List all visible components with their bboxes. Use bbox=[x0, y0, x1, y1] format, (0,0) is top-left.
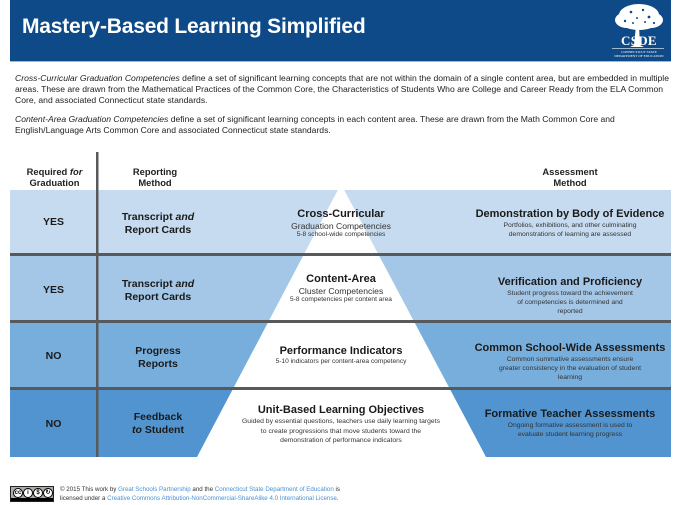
reporting-text: Progress bbox=[135, 345, 181, 357]
license-text bbox=[60, 486, 660, 503]
header-reporting-line1: Reporting bbox=[132, 166, 178, 177]
assessment-method bbox=[470, 276, 670, 316]
by-icon: i bbox=[23, 488, 33, 498]
level-performance-indicators bbox=[236, 345, 446, 367]
footer bbox=[10, 486, 670, 503]
assessment-method bbox=[470, 208, 670, 239]
assessment-method bbox=[470, 408, 670, 439]
logo-subtitle-line1: CONNECTICUT STATE bbox=[621, 50, 657, 54]
reporting-method bbox=[99, 278, 217, 304]
intro-text-2: define a set of significant learning concepts in each content area. These are drawn from the Math Common Core and English/Language Arts Common Core and associated Connecticut state standards. bbox=[15, 114, 615, 135]
level-title: Unit-Based Learning Objectives bbox=[257, 404, 425, 416]
header-required-text: Required bbox=[26, 166, 70, 177]
cc-badge-strip bbox=[11, 498, 53, 501]
link-csde[interactable]: Connecticut State Department of Education bbox=[214, 486, 334, 493]
row-divider bbox=[10, 387, 671, 390]
footer-text: © 2015 This work by bbox=[60, 486, 119, 493]
assessment-description: Common summative assessments ensure greater consistency in the evaluation of student learning bbox=[498, 356, 642, 381]
assessment-method bbox=[470, 342, 670, 382]
footer-text: . bbox=[336, 494, 339, 502]
reporting-text-2: Student bbox=[141, 424, 184, 436]
nc-icon: $ bbox=[33, 488, 43, 498]
assessment-title: Verification and Proficiency bbox=[497, 276, 643, 288]
required-value: NO bbox=[45, 350, 62, 362]
reporting-text: Feedback bbox=[133, 411, 183, 423]
header-reporting-line2: Method bbox=[138, 177, 172, 188]
footer-text: and the bbox=[190, 486, 215, 493]
row-divider bbox=[10, 253, 671, 256]
header-assessment-line2: Method bbox=[553, 177, 587, 188]
reporting-and: and bbox=[175, 278, 195, 290]
assessment-title: Demonstration by Body of Evidence bbox=[475, 208, 665, 220]
assessment-title: Common School-Wide Assessments bbox=[474, 342, 666, 354]
header-required-for: for bbox=[69, 166, 83, 177]
assessment-description: Ongoing formative assessment is used to evaluate student learning progress bbox=[507, 422, 633, 438]
link-great-schools-partnership[interactable]: Great Schools Partnership bbox=[118, 486, 191, 493]
logo-text: CSDE bbox=[621, 33, 657, 48]
required-value: NO bbox=[45, 418, 62, 430]
term-content-area: Content-Area Graduation Competencies bbox=[15, 114, 169, 124]
row-divider bbox=[10, 320, 671, 323]
reporting-method bbox=[99, 411, 217, 437]
reporting-text-2: Reports bbox=[138, 358, 178, 370]
level-subtitle: Graduation Competencies bbox=[291, 221, 391, 231]
column-header-reporting bbox=[100, 166, 210, 188]
reporting-method bbox=[99, 211, 217, 237]
level-subtitle: Cluster Competencies bbox=[298, 286, 384, 296]
creative-commons-badge[interactable] bbox=[10, 486, 54, 502]
header-required-line2: Graduation bbox=[29, 177, 80, 188]
level-note: 5-10 indicators per content-area competency bbox=[275, 358, 407, 365]
sa-icon: ↻ bbox=[43, 488, 53, 498]
term-cross-curricular: Cross-Curricular Graduation Competencies bbox=[15, 73, 180, 83]
page-title: Mastery-Based Learning Simplified bbox=[22, 15, 366, 38]
level-title: Performance Indicators bbox=[279, 345, 403, 357]
footer-text: licensed under a bbox=[60, 494, 108, 502]
logo-subtitle-line2: DEPARTMENT OF EDUCATION bbox=[614, 54, 664, 58]
cc-icon: cc bbox=[14, 490, 22, 496]
level-unit-objectives bbox=[240, 404, 442, 446]
level-title: Cross-Curricular bbox=[297, 208, 385, 220]
reporting-text-2: Report Cards bbox=[124, 224, 192, 236]
intro-text-1: define a set of significant learning concepts that are not within the domain of a single content area, but are embedded in multiple areas. These are drawn from the Mathematical Practices of the Common Core, the Characteristics of Students Who are College and Career Ready from the ELA Common Core, and associated Connecticut state standards. bbox=[15, 73, 669, 105]
reporting-text-2: Report Cards bbox=[124, 291, 192, 303]
level-note: 5-8 school-wide competencies bbox=[296, 231, 386, 238]
reporting-text: Transcript bbox=[121, 278, 176, 290]
level-note: 5-8 competencies per content area bbox=[290, 296, 392, 303]
assessment-title: Formative Teacher Assessments bbox=[484, 408, 656, 420]
reporting-text: Transcript bbox=[121, 211, 176, 223]
required-value: YES bbox=[42, 284, 64, 296]
assessment-description: Portfolios, exhibitions, and other culminating demonstrations of learning are assessed bbox=[503, 222, 637, 238]
level-title: Content-Area bbox=[306, 273, 376, 285]
reporting-to: to bbox=[132, 424, 142, 436]
footer-text: is bbox=[333, 486, 340, 493]
header-assessment-line1: Assessment bbox=[542, 166, 598, 177]
link-cc-license[interactable]: Creative Commons Attribution-NonCommercial-ShareAlike 4.0 International License bbox=[107, 494, 337, 502]
level-cross-curricular bbox=[250, 208, 432, 240]
assessment-description: Student progress toward the achievement of competencies is determined and reported bbox=[507, 290, 633, 315]
column-header-assessment bbox=[480, 166, 660, 188]
column-header-required bbox=[12, 166, 97, 188]
reporting-and: and bbox=[175, 211, 195, 223]
required-value: YES bbox=[42, 216, 64, 228]
level-note: Guided by essential questions, teachers use daily learning targets to create progressions that move students toward the demonstration of performance indicators bbox=[242, 418, 440, 444]
reporting-method bbox=[99, 345, 217, 371]
level-content-area bbox=[250, 273, 432, 305]
